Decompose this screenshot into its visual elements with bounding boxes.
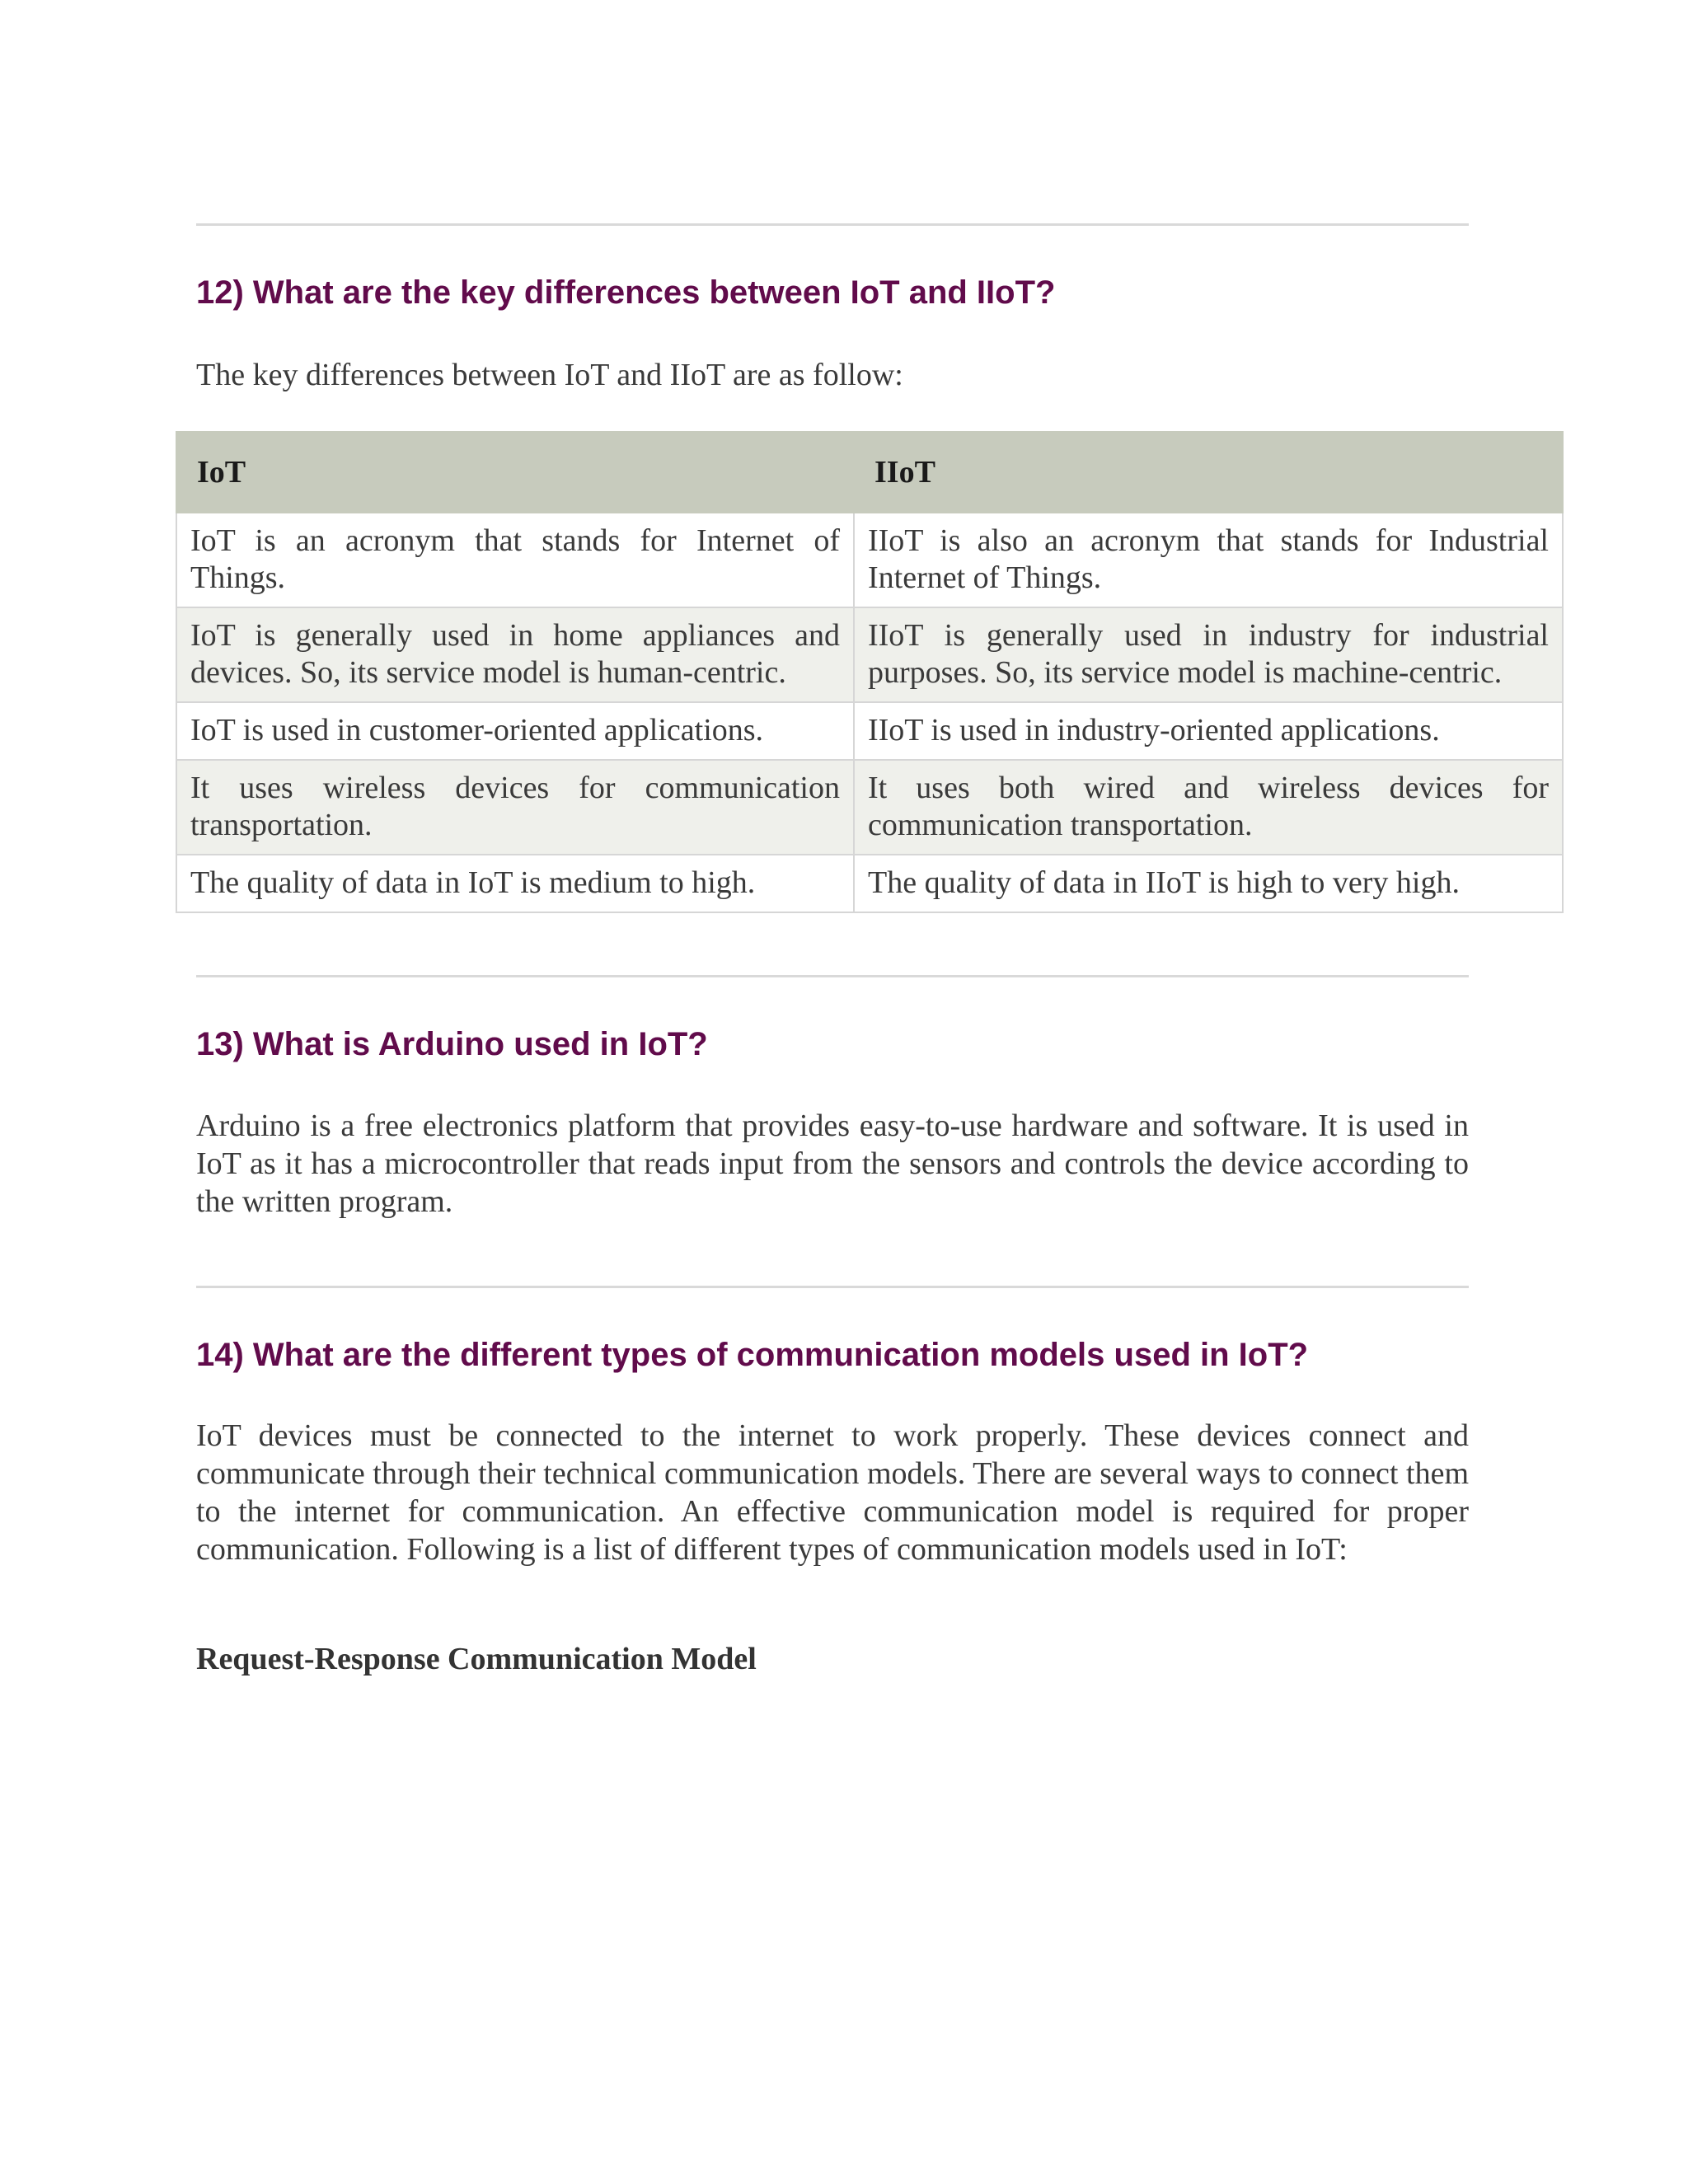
divider-top [196,223,1469,226]
table-cell-iot: It uses wireless devices for communication transportation. [176,760,854,855]
table-cell-iiot: The quality of data in IIoT is high to very high. [854,855,1563,912]
heading-q13: 13) What is Arduino used in IoT? [196,1026,708,1062]
table-row [176,760,1563,855]
table-cell-iiot: IIoT is also an acronym that stands for Industrial Internet of Things. [854,513,1563,607]
divider-q14 [196,1286,1469,1288]
table-cell-iiot: IIoT is generally used in industry for industrial purposes. So, its service model is machine-centric. [854,607,1563,702]
table-cell-iot: IoT is an acronym that stands for Internet of Things. [176,513,854,607]
q14-body: IoT devices must be connected to the internet to work properly. These devices connect and communicate through their technical communication models. There are several ways to connect them to the internet for communication. An effective communication model is required for proper communication. Following is a list of different types of communication models used in IoT: [196,1418,1469,1567]
heading-q12: 12) What are the key differences between IoT and IIoT? [196,274,1056,311]
heading-q14: 14) What are the different types of communication models used in IoT? [196,1337,1309,1373]
table-row [176,513,1563,607]
table-header-row [176,432,1563,513]
q12-intro: The key differences between IoT and IIoT are as follow: [196,358,903,392]
q13-body: Arduino is a free electronics platform that provides easy-to-use hardware and software. It is used in IoT as it has a microcontroller that reads input from the sensors and controls the device according to the written program. [196,1108,1469,1219]
table-cell-iot: IoT is generally used in home appliances and devices. So, its service model is human-centric. [176,607,854,702]
divider-q13 [196,975,1469,977]
table-row [176,702,1563,760]
table-cell-iiot: It uses both wired and wireless devices for communication transportation. [854,760,1563,855]
table-cell-iot: IoT is used in customer-oriented applications. [176,702,854,760]
table-header-iiot: IIoT [854,432,1563,513]
table-cell-iiot: IIoT is used in industry-oriented applications. [854,702,1563,760]
subheading-request-response: Request-Response Communication Model [196,1642,757,1676]
table-cell-iot: The quality of data in IoT is medium to high. [176,855,854,912]
table-header-iot: IoT [176,432,854,513]
table-row [176,607,1563,702]
iot-vs-iiot-table [176,431,1564,913]
table-row [176,855,1563,912]
